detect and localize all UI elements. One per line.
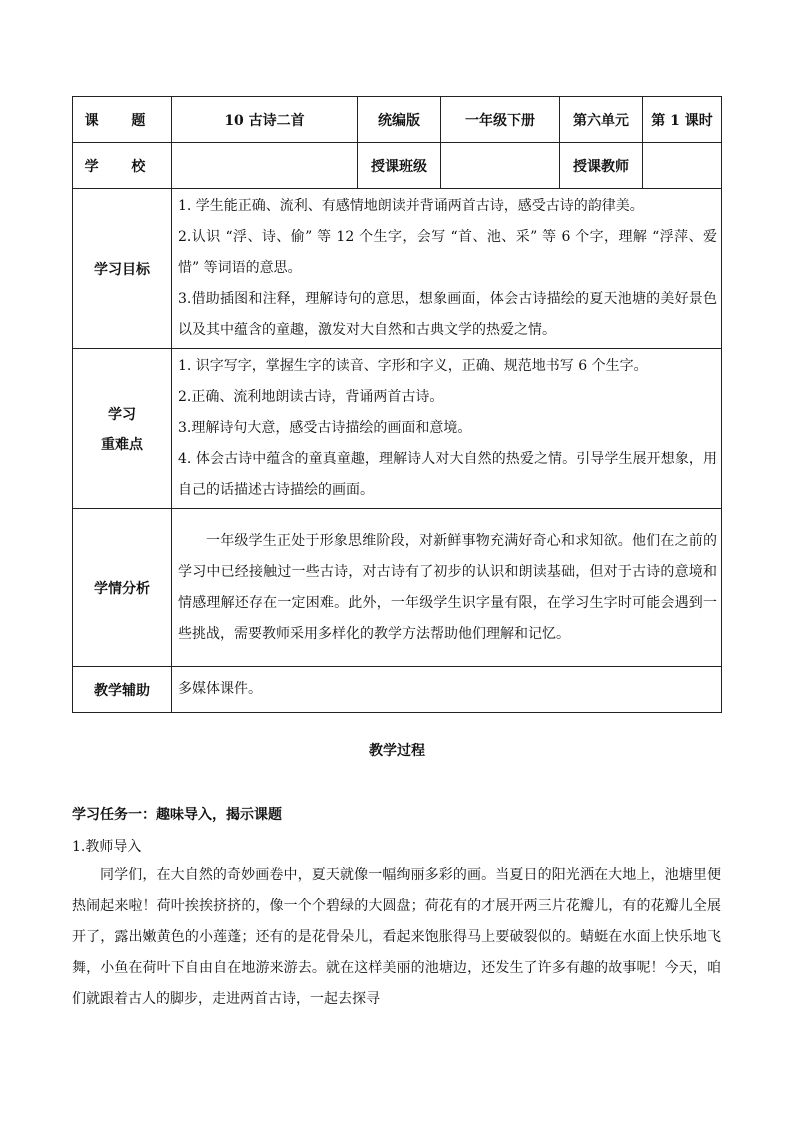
period-cell: 第 1 课时 xyxy=(643,97,722,143)
school-value[interactable] xyxy=(172,143,358,189)
objectives-label: 学习目标 xyxy=(73,189,172,349)
objectives-row xyxy=(73,189,722,349)
key-points-row xyxy=(73,349,722,509)
objectives-content xyxy=(172,189,722,349)
unit-cell: 第六单元 xyxy=(560,97,643,143)
class-value[interactable] xyxy=(441,143,560,189)
teacher-label: 授课教师 xyxy=(560,143,643,189)
objective-item: 2.认识 “浮、诗、偷” 等 12 个生字，会写 “首、池、采” 等 6 个字，理解 “浮萍、爱惜” 等词语的意思。 xyxy=(178,229,717,276)
lesson-plan-table xyxy=(72,96,722,713)
analysis-row xyxy=(73,509,722,667)
key-points-label: 学习 重难点 xyxy=(73,349,172,509)
school-label: 学 校 xyxy=(73,143,172,189)
process-title: 教学过程 xyxy=(369,743,425,759)
aids-label: 教学辅助 xyxy=(73,667,172,713)
step-heading: 1.教师导入 xyxy=(72,839,142,855)
objective-item: 1. 学生能正确、流利、有感情地朗读并背诵两首古诗，感受古诗的韵律美。 xyxy=(178,198,644,214)
school-row xyxy=(73,143,722,189)
intro-paragraph: 同学们，在大自然的奇妙画卷中，夏天就像一幅绚丽多彩的画。当夏日的阳光洒在大地上，池塘里便热闹起来啦！荷叶挨挨挤挤的，像一个个碧绿的大圆盘；荷花有的才展开两三片花瓣儿，有的花瓣儿全展开了，露出嫩黄色的小莲蓬；还有的是花骨朵儿，看起来饱胀得马上要破裂似的。蜻蜓在水面上快乐地飞舞，小鱼在荷叶下自由自在地游来游去。就在这样美丽的池塘边，还发生了许多有趣的故事呢！今天，咱们就跟着古人的脚步，走进两首古诗，一起去探寻 xyxy=(72,867,721,1007)
analysis-label: 学情分析 xyxy=(73,509,172,667)
aids-content: 多媒体课件。 xyxy=(172,667,722,713)
objective-item: 3.借助插图和注释，理解诗句的意思，想象画面，体会古诗描绘的夏天池塘的美好景色以及其中蕴含的童趣，激发对大自然和古典文学的热爱之情。 xyxy=(178,291,717,338)
key-point-item: 2.正确、流利地朗读古诗，背诵两首古诗。 xyxy=(178,389,444,405)
key-points-content xyxy=(172,349,722,509)
teacher-value[interactable] xyxy=(643,143,722,189)
key-point-item: 1. 识字写字，掌握生字的读音、字形和字义，正确、规范地书写 6 个生字。 xyxy=(178,358,648,374)
task-heading: 学习任务一：趣味导入，揭示课题 xyxy=(72,807,282,823)
edition-cell: 统编版 xyxy=(358,97,441,143)
header-row xyxy=(73,97,722,143)
topic-label: 课 题 xyxy=(73,97,172,143)
lesson-title: 10 古诗二首 xyxy=(172,97,358,143)
class-label: 授课班级 xyxy=(358,143,441,189)
key-point-item: 4. 体会古诗中蕴含的童真童趣，理解诗人对大自然的热爱之情。引导学生展开想象，用自己的话描述古诗描绘的画面。 xyxy=(178,451,717,498)
key-point-item: 3.理解诗句大意，感受古诗描绘的画面和意境。 xyxy=(178,420,472,436)
grade-cell: 一年级下册 xyxy=(441,97,560,143)
aids-row xyxy=(73,667,722,713)
analysis-content: 一年级学生正处于形象思维阶段，对新鲜事物充满好奇心和求知欲。他们在之前的学习中已经接触过一些古诗，对古诗有了初步的认识和朗读基础，但对于古诗的意境和情感理解还存在一定困难。此外，一年级学生识字量有限，在学习生字时可能会遇到一些挑战，需要教师采用多样化的教学方法帮助他们理解和记忆。 xyxy=(172,509,722,667)
